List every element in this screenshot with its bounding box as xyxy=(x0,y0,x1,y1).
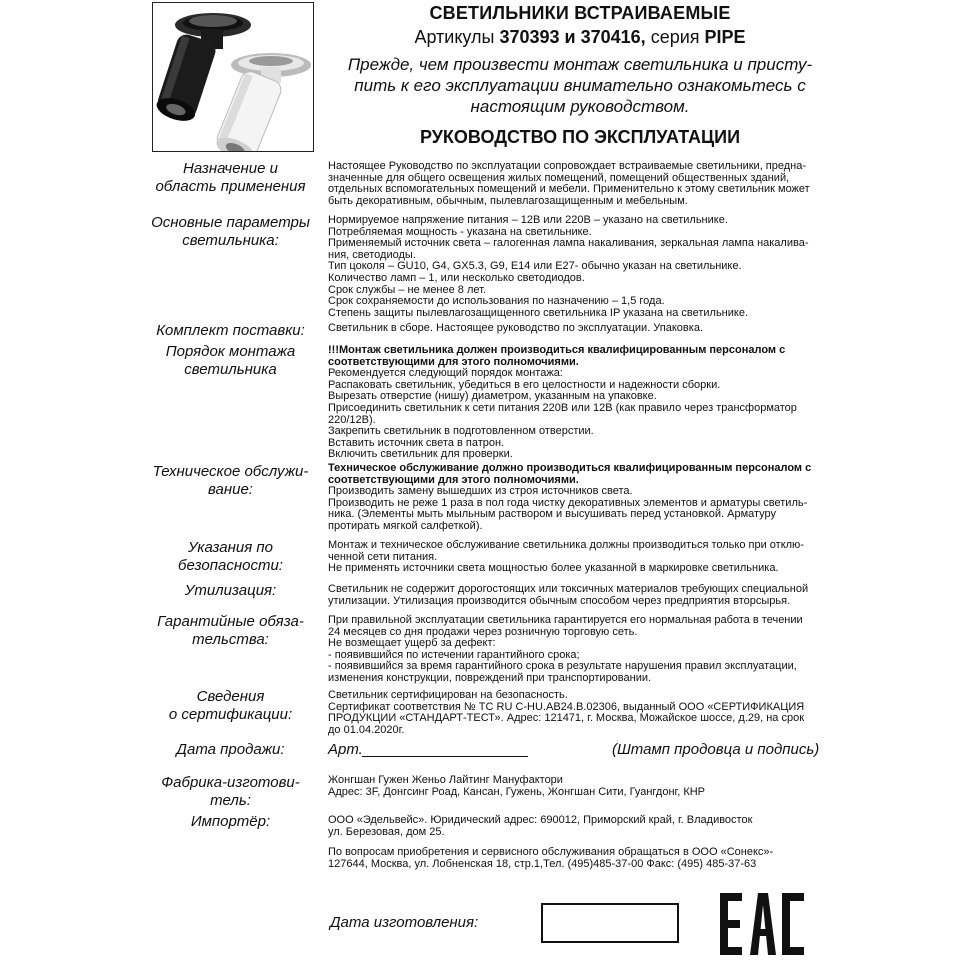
text-factory: Жонгшан Гужен Женьо Лайтинг Мануфактори Адрес: 3F, Донгсинг Роад, Кансан, Гужень, Жонгшан Сити, Гуангдонг, КНР xyxy=(328,774,706,798)
text-disposal: Светильник не содержит дорогостоящих или токсичных материалов требующих специальной утилизации. Утилизация производится обычным способом через предприятия вторсырья. xyxy=(328,583,809,607)
stamp-note: (Штамп продовца и подпись) xyxy=(612,741,820,758)
text-importer: ООО «Эдельвейс». Юридический адрес: 690012, Приморский край, г. Владивосток ул. Березовая, дом 25. По вопросам приобретения и сервисного обслуживания обращаться в ООО «Сонекс»- 127644, Москва, ул. Лобненская 18, стр.1,Тел. (495)485-37-00 Факс: (495) 485-37-63 xyxy=(328,814,774,870)
label-sale: Дата продажи: xyxy=(176,741,285,758)
recessed-lights-illustration xyxy=(153,3,313,151)
document-header xyxy=(330,0,830,148)
label-kit: Комплект поставки: xyxy=(156,322,305,339)
label-params: Основные параметры светильника: xyxy=(151,214,310,249)
label-install: Порядок монтажа светильника xyxy=(165,343,296,378)
label-safety: Указания по безопасности: xyxy=(178,539,283,574)
text-purpose: Настоящее Руководство по эксплуатации сопровождает встраиваемые светильники, предна- значенные для общего освещения жилых помещений, помещений общественных зданий, отдельных вспомогательных помещений и мебели. Применительно к этому светильник может быть декоративным, обычным, пылевлагозащищенным и мебельным. xyxy=(328,160,810,207)
text-warranty: При правильной эксплуатации светильника гарантируется его нормальная работа в течении 24 месяцев со дня продажи через розничную торговую сеть. Не возмещает ущерб за дефект: - появившийся по истечении гарантийного срока; - появившийся за время гарантийного срока в результате нарушения правил эксплуатации, изменения конструкции, повреждений при транспортировании. xyxy=(328,614,803,684)
text-safety: Монтаж и техническое обслуживание светильника должны производиться только при отклю- ченной сети питания. Не применять источники света мощностью более указанной в маркировке светильника. xyxy=(328,539,804,575)
article-line xyxy=(362,756,528,757)
label-purpose: Назначение и область применения xyxy=(155,160,306,195)
label-service: Техническое обслужи- вание: xyxy=(152,463,309,498)
text-service: Техническое обслуживание должно производиться квалифицированным персоналом с соответствующими для этого полномочиями. Производить замену вышедших из строя источников света. Производить не реже 1 раза в пол года чистку декоративных элементов и арматуры светиль- ника. (Элементы мыть мыльным раствором и высушивать перед установкой. Арматуру протирать мягкой салфеткой). xyxy=(328,462,812,532)
art-label: Арт. xyxy=(328,741,363,758)
text-cert: Светильник сертифицирован на безопасность. Сертификат соответствия № ТС RU C-HU.AB24.B.02306, выданный ООО «СЕРТИФИКАЦИЯ ПРОДУКЦИИ «СТАНДАРТ-ТЕСТ». Адрес: 121471, г. Москва, Можайское шоссе, д.29, на срок до 01.04.2020г. xyxy=(328,689,805,736)
label-cert: Сведения о сертификации: xyxy=(168,688,293,723)
label-warranty: Гарантийные обяза- тельства: xyxy=(157,613,304,648)
text-params: Нормируемое напряжение питания – 12В или 220В – указано на светильнике. Потребляемая мощность - указана на светильнике. Применяемый источник света – галогенная лампа накаливания, зеркальная лампа накалива- ния, светодиоды. Тип цоколя – GU10, G4, GX5.3, G9, E14 или E27- обычно указан на светильнике. Количество ламп – 1, или несколько светодиодов. Срок службы – не менее 8 лет. Срок сохраняемости до использования по назначению – 1,5 года. Степень защиты пылевлагозащищенного светильника IP указана на светильнике. xyxy=(328,214,809,319)
label-factory: Фабрика-изготови- тель: xyxy=(161,774,300,809)
manufacture-date-box xyxy=(541,903,679,943)
warning-note: Прежде, чем произвести монтаж светильника и присту- пить к его эксплуатации внимательно ознакомьтесь с настоящим руководством. xyxy=(347,55,813,116)
text-install: !!!Монтаж светильника должен производиться квалифицированным персоналом с соответствующими для этого полномочиями. Рекомендуется следующий порядок монтажа: Распаковать светильник, убедиться в его целостности и надежности сборки. Вырезать отверстие (нишу) диаметром, указанным на упаковке. Присоединить светильник к сети питания 220В или 12В (как правило через трансформатор 220/12В). Закрепить светильник в подготовленном отверстии. Вставить источник света в патрон. Включить светильник для проверки. xyxy=(328,344,797,461)
eac-mark-icon xyxy=(720,893,804,955)
articles-line: Артикулы 370393 и 370416, серия PIPE xyxy=(414,27,746,47)
manual-title: РУКОВОДСТВО ПО ЭКСПЛУАТАЦИИ xyxy=(419,127,741,147)
label-disposal: Утилизация: xyxy=(184,582,277,599)
label-importer: Импортёр: xyxy=(190,813,271,830)
document-title: СВЕТИЛЬНИКИ ВСТРАИВАЕМЫЕ xyxy=(429,3,731,23)
text-kit: Светильник в сборе. Настоящее руководство по эксплуатации. Упаковка. xyxy=(328,322,703,334)
manufacture-date-label: Дата изготовления: xyxy=(330,914,479,931)
product-photo xyxy=(152,2,314,152)
